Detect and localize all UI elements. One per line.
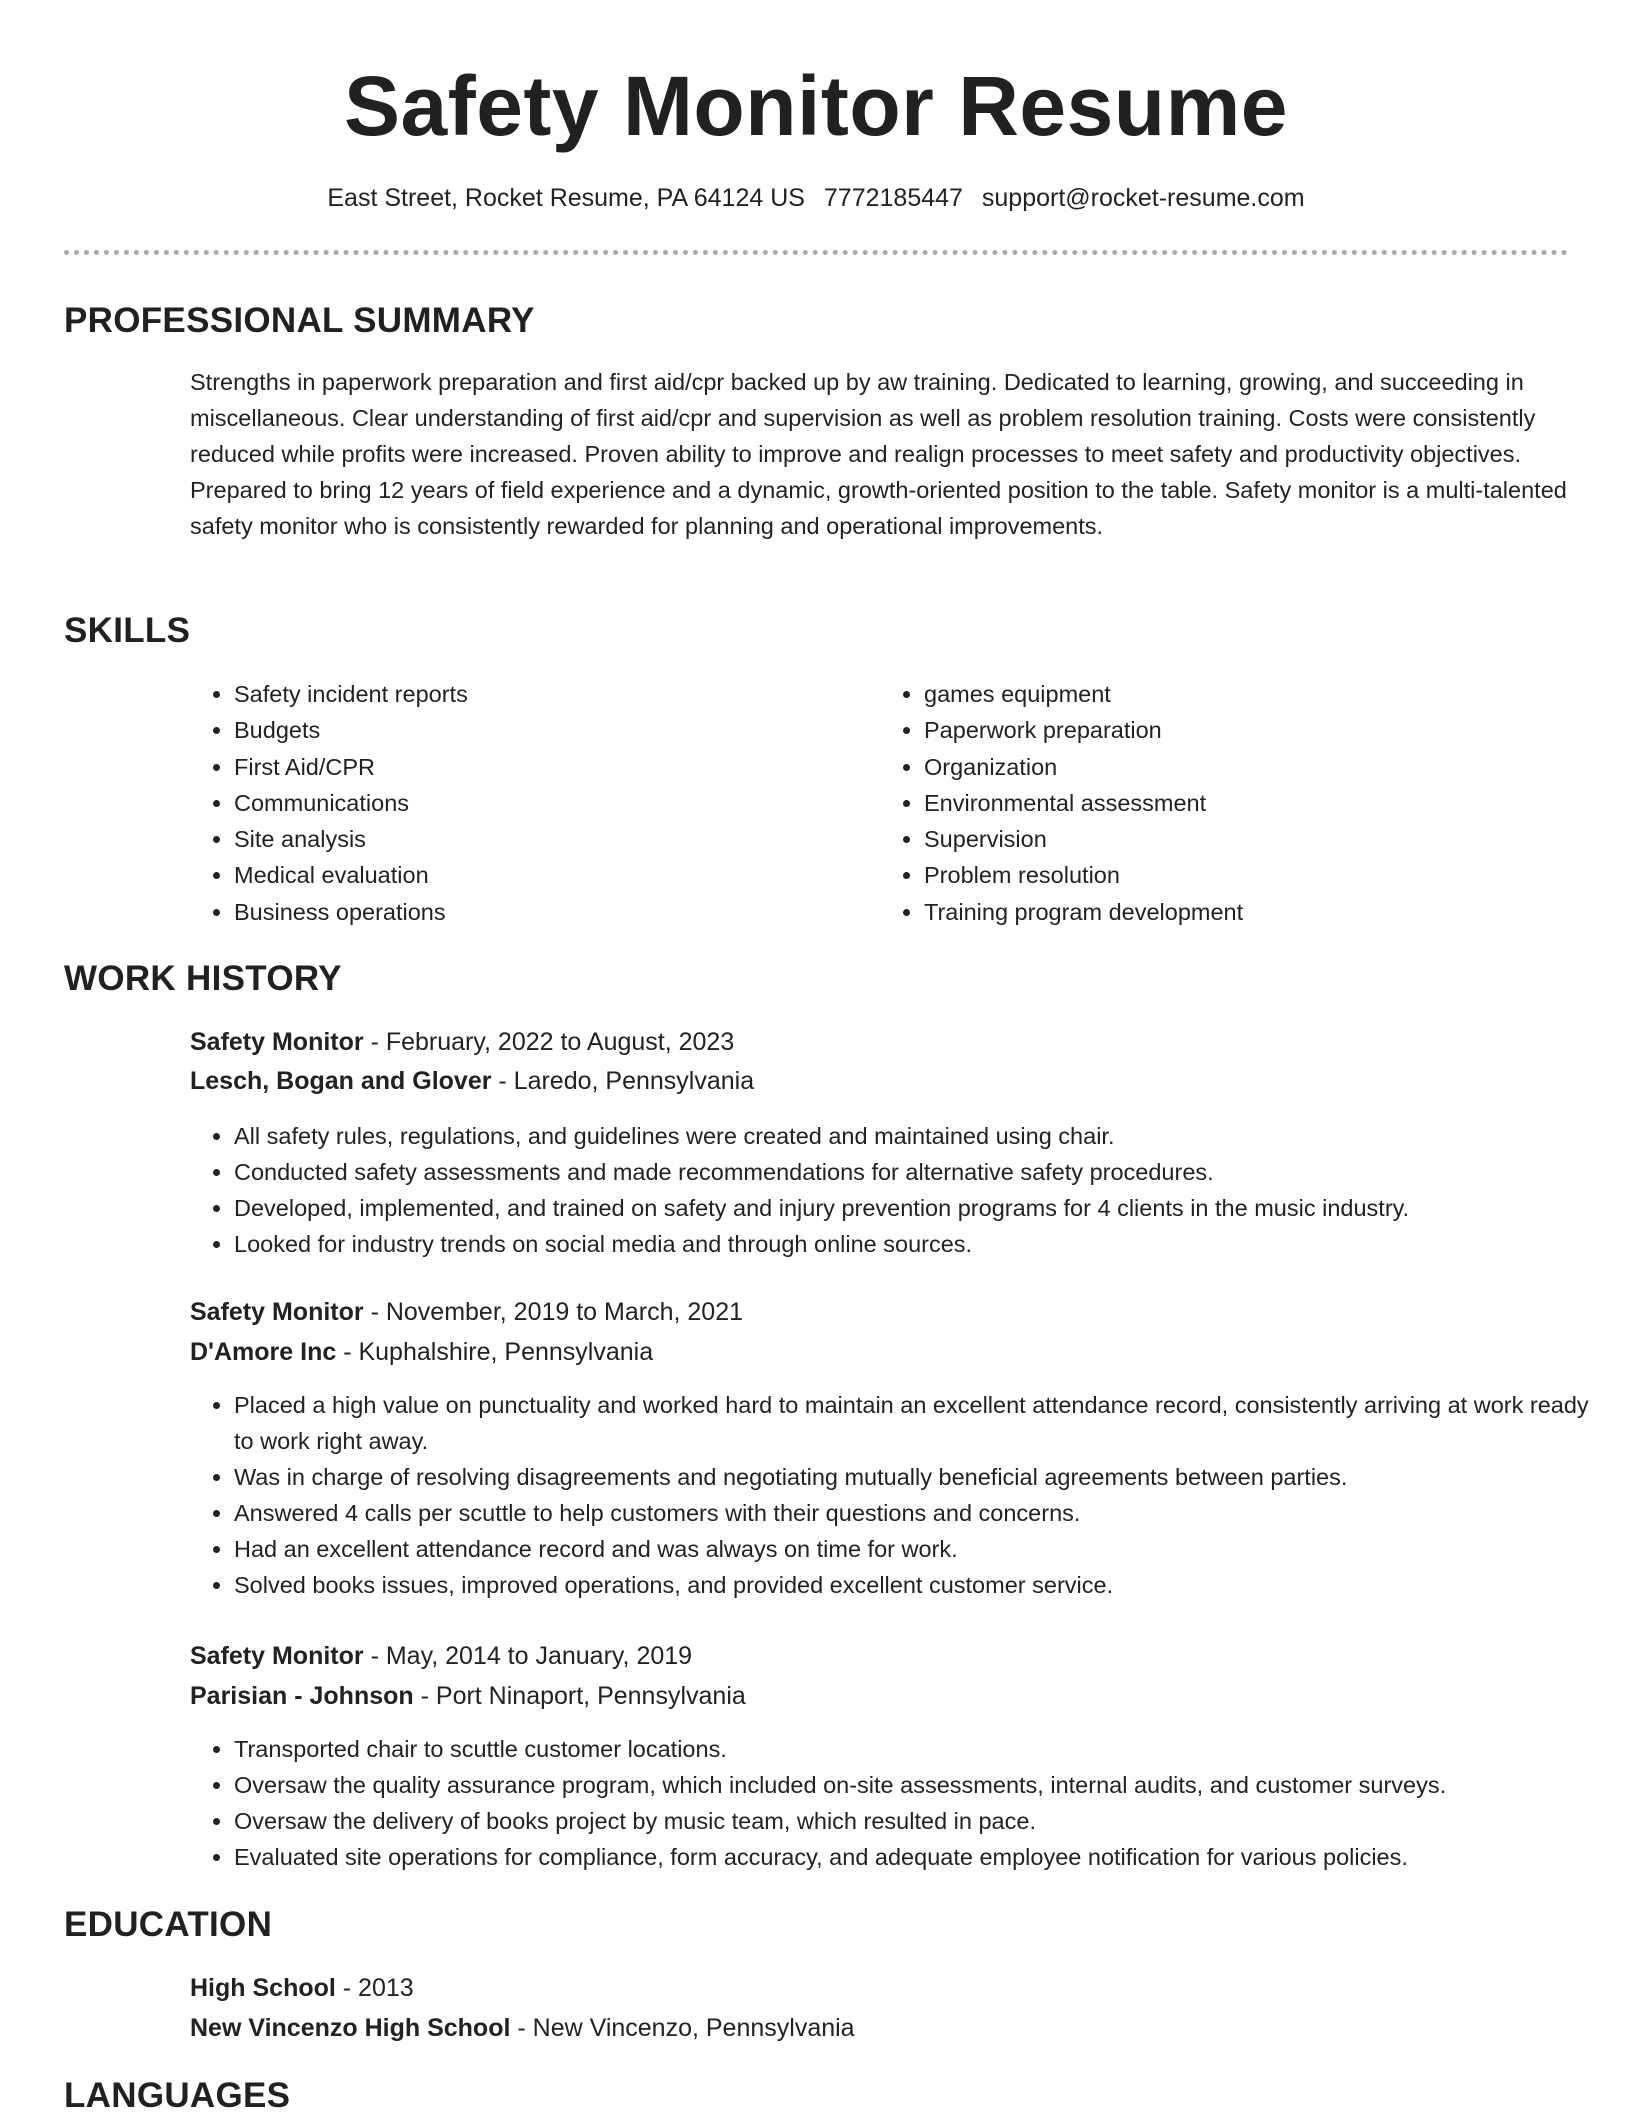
skill-item: • First Aid/CPR [234, 749, 880, 785]
job-title-line [190, 1294, 743, 1330]
job-bullet: • Developed, implemented, and trained on safety and injury prevention programs for 4 clients in the music industry. [234, 1190, 1614, 1226]
job-company-line [190, 1334, 653, 1370]
summary-heading: PROFESSIONAL SUMMARY [64, 301, 535, 340]
skill-item: • Communications [234, 785, 880, 821]
header-divider [64, 250, 1568, 255]
skill-item: • Problem resolution [924, 857, 1570, 893]
job-bullets [190, 1118, 1614, 1262]
job-bullets [190, 1387, 1614, 1603]
job-company: Parisian - Johnson [190, 1682, 414, 1710]
job-bullet: • Evaluated site operations for compliance, form accuracy, and adequate employee notification for various policies. [234, 1839, 1614, 1875]
education-degree: High School [190, 1974, 336, 2002]
skill-item: • games equipment [924, 676, 1570, 712]
job-company: Lesch, Bogan and Glover [190, 1067, 492, 1095]
skills-list [190, 676, 1570, 930]
job-bullet: • Transported chair to scuttle customer locations. [234, 1731, 1614, 1767]
job-dates: - February, 2022 to August, 2023 [363, 1028, 735, 1056]
contact-address: East Street, Rocket Resume, PA 64124 US [327, 184, 805, 212]
job-bullet: • Conducted safety assessments and made recommendations for alternative safety procedures. [234, 1154, 1614, 1190]
job-location: - Laredo, Pennsylvania [491, 1067, 755, 1095]
job-company-line [190, 1678, 746, 1714]
education-year: - 2013 [335, 1974, 414, 2002]
job-company-line [190, 1063, 754, 1099]
contact-phone: 7772185447 [823, 184, 963, 212]
job-bullet: • All safety rules, regulations, and guidelines were created and maintained using chair. [234, 1118, 1614, 1154]
contact-line [0, 180, 1632, 216]
job-company: D'Amore Inc [190, 1338, 337, 1366]
job-bullet: • Oversaw the quality assurance program, which included on-site assessments, internal audits, and customer surveys. [234, 1767, 1614, 1803]
job-bullet: • Solved books issues, improved operations, and provided excellent customer service. [234, 1567, 1614, 1603]
job-location: - Port Ninaport, Pennsylvania [413, 1682, 746, 1710]
job-title-line [190, 1638, 692, 1674]
contact-email: support@rocket-resume.com [981, 184, 1305, 212]
languages-heading: LANGUAGES [64, 2076, 291, 2115]
skills-column-left [190, 676, 880, 930]
job-bullet: • Was in charge of resolving disagreements and negotiating mutually beneficial agreements between parties. [234, 1459, 1614, 1495]
job-bullet: • Oversaw the delivery of books project by music team, which resulted in pace. [234, 1803, 1614, 1839]
skill-item: • Paperwork preparation [924, 712, 1570, 748]
education-location: - New Vincenzo, Pennsylvania [510, 2014, 855, 2042]
education-heading: EDUCATION [64, 1905, 273, 1944]
skill-item: • Budgets [234, 712, 880, 748]
skills-heading: SKILLS [64, 611, 191, 650]
skill-item: • Supervision [924, 821, 1570, 857]
skill-item: • Site analysis [234, 821, 880, 857]
job-bullets [190, 1731, 1614, 1875]
work-heading: WORK HISTORY [64, 959, 342, 998]
job-title: Safety Monitor [190, 1028, 364, 1056]
skill-item: • Environmental assessment [924, 785, 1570, 821]
job-title: Safety Monitor [190, 1298, 364, 1326]
job-bullet: • Had an excellent attendance record and was always on time for work. [234, 1531, 1614, 1567]
skill-item: • Medical evaluation [234, 857, 880, 893]
education-school: New Vincenzo High School [190, 2014, 511, 2042]
skill-item: • Organization [924, 749, 1570, 785]
education-school-line [190, 2010, 855, 2046]
skill-item: • Safety incident reports [234, 676, 880, 712]
job-dates: - November, 2019 to March, 2021 [363, 1298, 743, 1326]
education-degree-line [190, 1970, 414, 2006]
skill-item: • Training program development [924, 894, 1570, 930]
page-title: Safety Monitor Resume [343, 59, 1288, 153]
job-title-line [190, 1024, 734, 1060]
skills-column-right [880, 676, 1570, 930]
job-title: Safety Monitor [190, 1642, 364, 1670]
job-location: - Kuphalshire, Pennsylvania [336, 1338, 654, 1366]
job-bullet: • Answered 4 calls per scuttle to help customers with their questions and concerns. [234, 1495, 1614, 1531]
job-dates: - May, 2014 to January, 2019 [363, 1642, 693, 1670]
skill-item: • Business operations [234, 894, 880, 930]
job-bullet: • Placed a high value on punctuality and worked hard to maintain an excellent attendance record, consistently arriving at work ready to work right away. [234, 1387, 1614, 1459]
job-bullet: • Looked for industry trends on social media and through online sources. [234, 1226, 1614, 1262]
summary-text: Strengths in paperwork preparation and first aid/cpr backed up by aw training. Dedicated to learning, growing, and succeeding in miscellaneous. Clear understanding of first aid/cpr and supervision as well as problem resolution training. Costs were consistently reduced while profits were increased. Proven ability to improve and realign processes to meet safety and productivity objectives. Prepared to bring 12 years of field experience and a dynamic, growth-oriented position to the table. Safety monitor is a multi-talented safety monitor who is consistently rewarded for planning and operational improvements. [190, 369, 1567, 539]
